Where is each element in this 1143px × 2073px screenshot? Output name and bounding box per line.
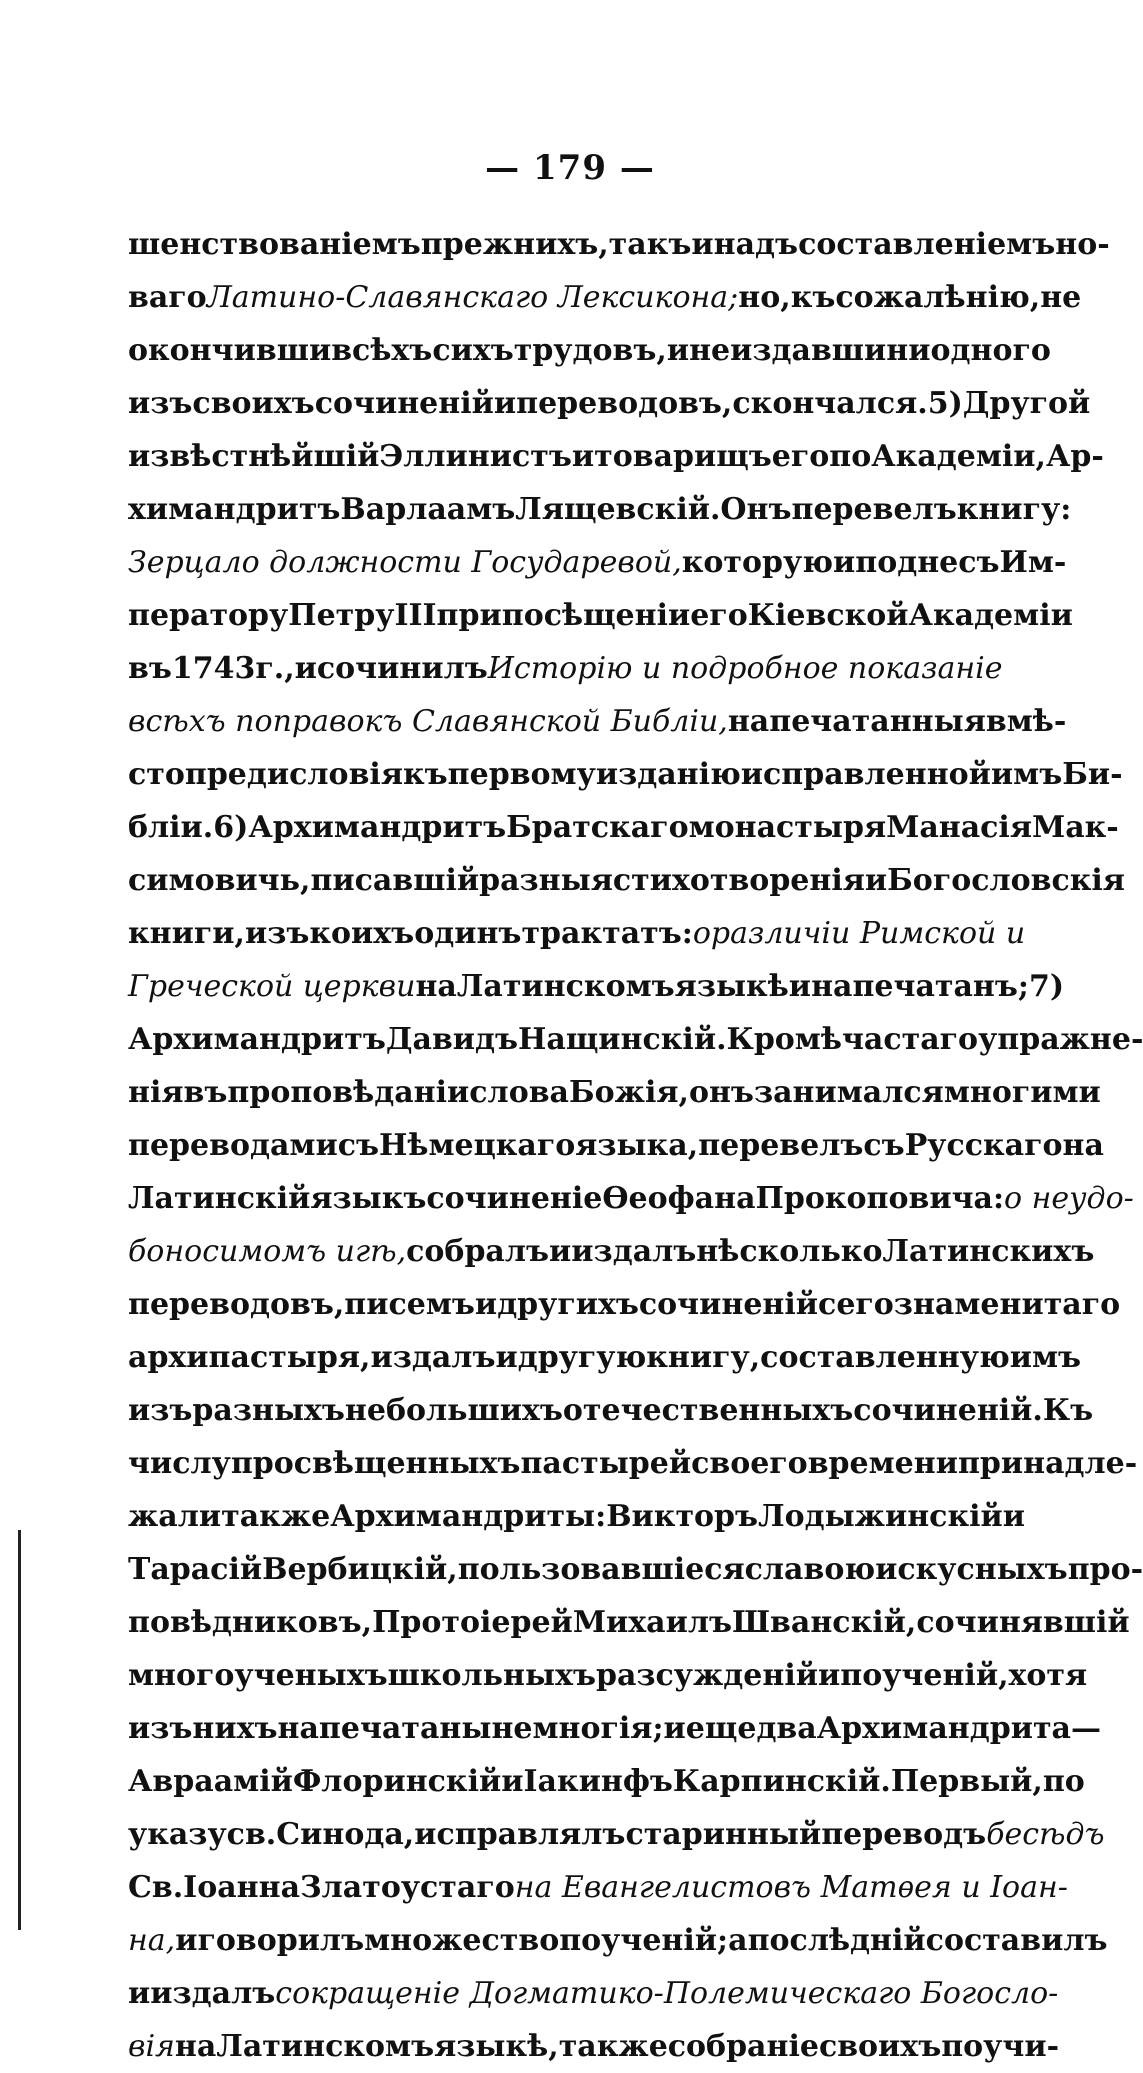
word: книгу, (646, 1340, 761, 1375)
word: Лящевскій. (515, 492, 721, 527)
text-line (128, 1967, 1059, 2020)
word: Карпинскій. (672, 1764, 891, 1799)
word: ваго (128, 280, 207, 315)
word: Іакинфъ (523, 1764, 673, 1799)
text-line (128, 801, 1119, 854)
word: указу (128, 1817, 227, 1852)
word: поучи- (941, 2029, 1060, 2064)
text-line (128, 960, 1065, 1013)
word: съ (863, 1128, 905, 1163)
text-line (128, 1066, 1101, 1119)
word: два (756, 1711, 817, 1746)
text-line (128, 1172, 1134, 1225)
word: и (788, 969, 812, 1004)
word: Тарасій (128, 1552, 263, 1587)
word: а (728, 1923, 748, 1958)
word: коихъ (309, 916, 415, 951)
word: шенствованіемъ (128, 227, 421, 262)
word: переводъ (821, 1817, 987, 1852)
word: Первый, (890, 1764, 1043, 1799)
word: архипастыря, (128, 1340, 371, 1375)
word: Им- (999, 545, 1067, 580)
word: 1743 (171, 651, 256, 686)
word: знаменитаго (893, 1287, 1121, 1322)
page-number: — 179 — (485, 148, 655, 188)
word: составилъ (925, 1923, 1108, 1958)
text-line (128, 589, 1073, 642)
word: Онъ (720, 492, 792, 527)
word: и (666, 333, 690, 368)
word: изъ (128, 1393, 193, 1428)
word: писемъ (344, 1287, 475, 1322)
word: о неудо- (1004, 1181, 1134, 1216)
word: Петру (288, 598, 395, 633)
margin-line (18, 1530, 21, 1930)
word: издалъ (150, 1976, 276, 2011)
word: жали (128, 1499, 222, 1534)
word: Латино-Славянскаго Лексикона; (206, 280, 739, 315)
word: много (128, 1658, 235, 1693)
word: и (1002, 1499, 1026, 1534)
word: посѣщеніи (501, 598, 691, 633)
text-line (128, 1914, 1108, 1967)
word: товарищъ (594, 439, 772, 474)
word: и (549, 1234, 572, 1269)
word: надъ (713, 227, 799, 262)
word: но- (1055, 227, 1110, 262)
word: Латинскихъ (882, 1234, 1095, 1269)
word: Къ (1042, 1393, 1094, 1428)
text-line (128, 642, 1003, 695)
word: послѣдній (747, 1923, 926, 1958)
word: перевелъ (698, 1128, 864, 1163)
word: Другой (962, 386, 1091, 421)
word: всѣхъ (331, 333, 433, 368)
word: также (558, 2029, 668, 2064)
word: и (495, 1340, 518, 1375)
text-line (128, 1119, 1104, 1172)
word: напечатанныя (727, 704, 986, 739)
word: немногія; (491, 1711, 664, 1746)
word: напечатаны (277, 1711, 492, 1746)
word: стихотворенія (612, 863, 865, 898)
word: хотя (1008, 1658, 1088, 1693)
word: къ (402, 757, 448, 792)
word: Прокоповича: (755, 1181, 1005, 1216)
word: монастыря (688, 810, 887, 845)
word: Божія, (569, 1075, 689, 1110)
word: въ (183, 1075, 228, 1110)
word: Флоринскій (292, 1764, 502, 1799)
word: и (663, 1711, 686, 1746)
word: сокращеніе Догматико-Полемическаго Богосло- (275, 1976, 1059, 2011)
text-line (128, 1543, 1143, 1596)
word: бліи. (128, 810, 214, 845)
word: нѣсколько (696, 1234, 883, 1269)
word: собралъ (406, 1234, 550, 1269)
text-line (128, 695, 1067, 748)
word: разныя (479, 863, 613, 898)
word: симовичь, (128, 863, 311, 898)
word: имъ (990, 757, 1063, 792)
word: сожалѣнію, (835, 280, 1041, 315)
word: Греческой церкви (128, 969, 416, 1004)
word: собраніе (667, 2029, 819, 2064)
word: по (1042, 1764, 1085, 1799)
text-line (128, 1808, 1105, 1861)
word: вія (128, 2029, 175, 2064)
word: и (691, 227, 714, 262)
word: одинъ (414, 916, 522, 951)
word: сего (818, 1287, 894, 1322)
word: ученыхъ (234, 1658, 388, 1693)
word: Исторію и подробное показаніе (487, 651, 1003, 686)
word: на (1062, 1128, 1104, 1163)
word: сочиненій. (853, 1393, 1043, 1428)
word: съ (337, 1128, 379, 1163)
word: боносимомъ игѣ, (128, 1234, 407, 1269)
word: Академіи, (871, 439, 1046, 474)
word: сочинявшій (916, 1605, 1130, 1640)
word: издалъ (370, 1340, 496, 1375)
word: времени (807, 1446, 958, 1481)
text-line (128, 1013, 1143, 1066)
word: составленіемъ (798, 227, 1056, 262)
word: на Евангелистовъ Матѳея и Іоан- (514, 1870, 1068, 1905)
word: къ (790, 280, 836, 315)
word: Архимандритъ (128, 1022, 386, 1057)
text-line (128, 324, 1051, 377)
word: языкѣ (674, 969, 789, 1004)
text-line (128, 430, 1104, 483)
word: Академіи (908, 598, 1073, 633)
word: другую (517, 1340, 647, 1375)
text-line (128, 483, 1072, 536)
word: принадле- (957, 1446, 1138, 1481)
text-line (128, 748, 1123, 801)
word: одного (930, 333, 1051, 368)
word: прежнихъ, (420, 227, 609, 262)
word: и (571, 439, 595, 474)
word: и (474, 1287, 498, 1322)
text-line (128, 271, 1082, 324)
word: Синода, (276, 1817, 415, 1852)
word: первому (447, 757, 596, 792)
word: трактатъ: (521, 916, 693, 951)
word: его (771, 439, 830, 474)
word: Ар- (1045, 439, 1104, 474)
word: изданію (595, 757, 741, 792)
word: на, (128, 1923, 176, 1958)
word: бесѣдъ (986, 1817, 1105, 1852)
word: имъ (1009, 1340, 1082, 1375)
word: просвѣщенныхъ (230, 1446, 521, 1481)
text-line (128, 218, 1110, 271)
word: Варлаамъ (340, 492, 516, 527)
word: въ (128, 651, 172, 686)
word: Русскаго (904, 1128, 1063, 1163)
word: и (817, 1658, 841, 1693)
word: скончался. (732, 386, 928, 421)
word: не (1040, 280, 1082, 315)
word: св. (226, 1817, 277, 1852)
word: занимался (753, 1075, 944, 1110)
word: Архимандриты: (330, 1499, 607, 1534)
word: книги, (128, 916, 245, 951)
word: Лодыжинскій (758, 1499, 1003, 1534)
word: Давидъ (385, 1022, 519, 1057)
word: еще (685, 1711, 757, 1746)
word: Златоустаго (300, 1870, 515, 1905)
word: говорилъ (197, 1923, 365, 1958)
word: также (221, 1499, 331, 1534)
word: разсужденій (595, 1658, 818, 1693)
word: которую (681, 545, 833, 580)
word: и (501, 1764, 524, 1799)
word: пользовавшіеся (457, 1552, 745, 1587)
word: такъ (608, 227, 692, 262)
word: многими (943, 1075, 1101, 1110)
word: г., (255, 651, 295, 686)
word: пастырей (520, 1446, 692, 1481)
word: сихъ (432, 333, 514, 368)
word: ни (886, 333, 931, 368)
word: упражне- (978, 1022, 1143, 1057)
text-line (128, 1861, 1068, 1914)
text-line (128, 854, 1125, 907)
word: нія (128, 1075, 184, 1110)
text-line (128, 1755, 1085, 1808)
word: перевелъ (791, 492, 957, 527)
word: Латинскій (128, 1181, 311, 1216)
text-line (128, 1702, 1101, 1755)
word: окончивши (128, 333, 332, 368)
text-line (128, 1331, 1082, 1384)
word: вмѣ- (985, 704, 1067, 739)
word: языкѣ, (434, 2029, 559, 2064)
word: Викторъ (606, 1499, 759, 1534)
word: отечественныхъ (562, 1393, 854, 1428)
word: Братскаго (506, 810, 689, 845)
word: Архимандритъ (248, 810, 507, 845)
word: не (689, 333, 731, 368)
word: 7) (1028, 969, 1065, 1004)
text-line (128, 1437, 1138, 1490)
word: своего (691, 1446, 808, 1481)
word: поднесъ (855, 545, 1000, 580)
text-line (128, 1278, 1121, 1331)
text-line (128, 1225, 1095, 1278)
word: различіи Римской и (710, 916, 1026, 951)
word: по (829, 439, 872, 474)
word: своихъ (818, 2029, 942, 2064)
word: Кіевской (747, 598, 909, 633)
word: Зерцало должности Государевой, (128, 545, 682, 580)
text-line (128, 1490, 1026, 1543)
word: Св. (128, 1870, 184, 1905)
word: Би- (1062, 757, 1123, 792)
word: 6) (213, 810, 249, 845)
word: извѣстнѣйшій (128, 439, 380, 474)
word: частаго (841, 1022, 979, 1057)
word: III (394, 598, 437, 633)
word: другихъ (497, 1287, 639, 1322)
word: про- (1067, 1552, 1143, 1587)
text-line (128, 1596, 1130, 1649)
word: химандритъ (128, 492, 341, 527)
word: повѣдниковъ, (128, 1605, 373, 1640)
text-line (128, 1649, 1088, 1702)
word: ператору (128, 598, 289, 633)
word: изъ (128, 1711, 193, 1746)
text-line (128, 907, 1026, 960)
word: издавши (730, 333, 887, 368)
word: и (832, 545, 856, 580)
word: но, (738, 280, 791, 315)
word: Вербицкій, (262, 1552, 458, 1587)
word: Михаилъ (572, 1605, 733, 1640)
word: 5) (927, 386, 963, 421)
word: Авраамій (128, 1764, 293, 1799)
word: Нащинскій. (518, 1022, 727, 1057)
word: Кромѣ (726, 1022, 842, 1057)
word: поученій; (559, 1923, 729, 1958)
word: Нѣмецкаго (379, 1128, 576, 1163)
word: Латинскомъ (216, 2029, 435, 2064)
text-line (128, 536, 1067, 589)
text-line (128, 2020, 1060, 2073)
word: на (415, 969, 457, 1004)
word: онъ (688, 1075, 754, 1110)
word: издалъ (571, 1234, 697, 1269)
word: переводовъ, (516, 386, 733, 421)
word: сто (128, 757, 185, 792)
word: сочинилъ (316, 651, 488, 686)
word: нихъ (192, 1711, 278, 1746)
word: предисловія (184, 757, 403, 792)
word: языка, (575, 1128, 699, 1163)
word: изъ (244, 916, 310, 951)
word: и (493, 386, 517, 421)
word: трудовъ, (513, 333, 667, 368)
word: переводами (128, 1128, 338, 1163)
word: Архимандрита (816, 1711, 1071, 1746)
word: Манасія (886, 810, 1032, 845)
word: исправлялъ (414, 1817, 626, 1852)
word: своихъ (192, 386, 315, 421)
word: Протоіерей (372, 1605, 573, 1640)
word: языкъ (310, 1181, 427, 1216)
word: Іоанна (183, 1870, 301, 1905)
word: напечатанъ; (811, 969, 1029, 1004)
word: и (128, 1976, 151, 2011)
word: книгу: (956, 492, 1072, 527)
word: и (294, 651, 317, 686)
word: сочиненіе (426, 1181, 603, 1216)
word: — (1070, 1711, 1101, 1746)
word: слова (469, 1075, 569, 1110)
word: составленную (760, 1340, 1010, 1375)
text-line (128, 377, 1091, 430)
word: и (864, 863, 888, 898)
word: и (175, 1923, 198, 1958)
word: Мак- (1032, 810, 1119, 845)
word: переводовъ, (128, 1287, 345, 1322)
word: сочиненій (314, 386, 494, 421)
word: Богословскія (887, 863, 1125, 898)
word: Эллинистъ (379, 439, 572, 474)
word: всѣхъ поправокъ Славянской Библіи, (128, 704, 728, 739)
word: проповѣданіи (227, 1075, 470, 1110)
word: изъ (128, 386, 193, 421)
word: школьныхъ (387, 1658, 596, 1693)
word: Шванскій, (732, 1605, 917, 1640)
word: множество (364, 1923, 560, 1958)
word: поученій, (840, 1658, 1009, 1693)
text-line (128, 1384, 1094, 1437)
word: при (436, 598, 502, 633)
word: писавшій (310, 863, 480, 898)
word: Ѳеофана (602, 1181, 756, 1216)
body-text (128, 218, 1143, 2073)
word: небольшихъ (344, 1393, 563, 1428)
word: числу (128, 1446, 231, 1481)
word: о (692, 916, 711, 951)
word: сочиненій (638, 1287, 819, 1322)
word: искусныхъ (875, 1552, 1068, 1587)
word: его (690, 598, 748, 633)
word: славою (744, 1552, 876, 1587)
word: исправленной (740, 757, 991, 792)
word: Латинскомъ (456, 969, 675, 1004)
word: старинный (625, 1817, 822, 1852)
word: разныхъ (192, 1393, 345, 1428)
word: на (174, 2029, 217, 2064)
